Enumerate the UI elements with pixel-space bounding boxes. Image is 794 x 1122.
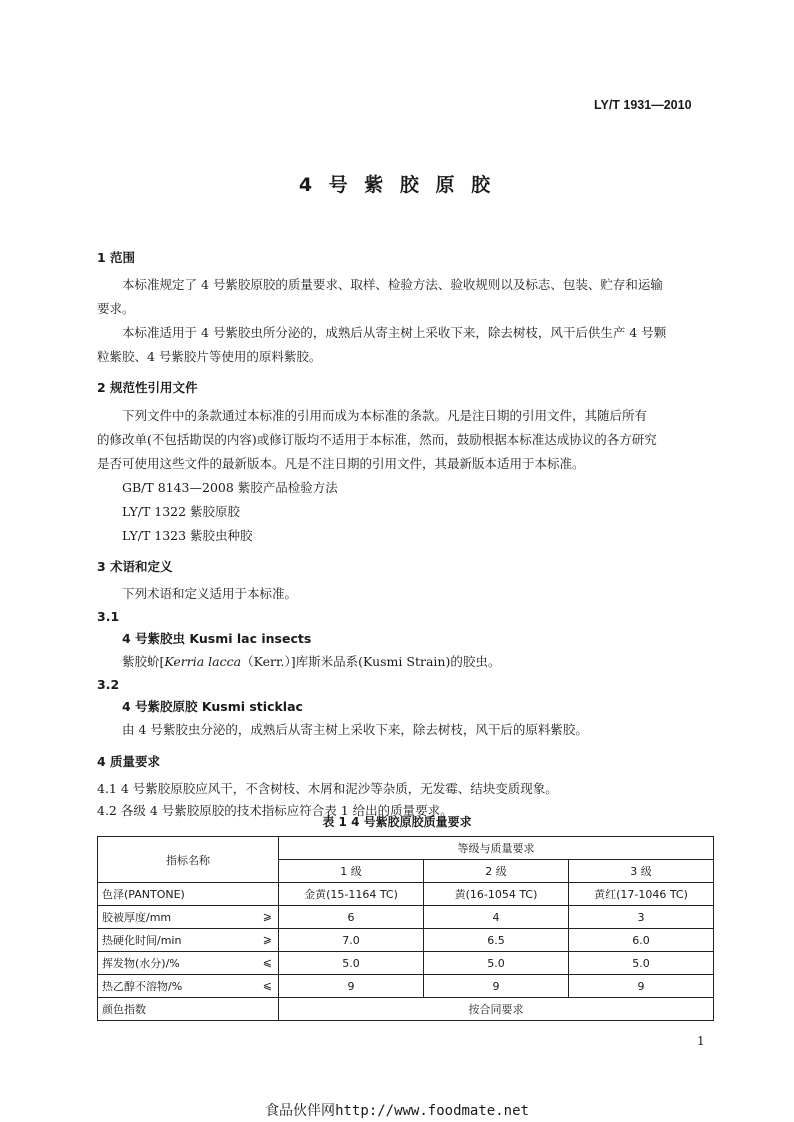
- cell-grade-2: 5.0: [424, 952, 569, 975]
- cell-grade-2: 4: [424, 906, 569, 929]
- section-2-heading: 2 规范性引用文件: [97, 380, 198, 395]
- section-1-paragraph-2-line-2: 粒紫胶、4 号紫胶片等使用的原料紫胶。: [97, 349, 322, 364]
- cell-grade-2: 6.5: [424, 929, 569, 952]
- document-title: 4 号 紫 胶 原 胶: [298, 174, 496, 196]
- quality-requirements-table: [97, 836, 714, 1021]
- cell-grade-1: 6: [279, 906, 424, 929]
- term-2-title: 4 号紫胶原胶 Kusmi sticklac: [122, 699, 303, 714]
- section-3-intro: 下列术语和定义适用于本标准。: [122, 586, 298, 601]
- footer-url[interactable]: http://www.foodmate.net: [335, 1103, 529, 1119]
- section-1-paragraph-1-line-2: 要求。: [97, 301, 135, 316]
- merged-value-cell: 按合同要求: [279, 998, 714, 1021]
- row-name: 热硬化时间/min ⩾: [98, 929, 279, 952]
- cell-grade-3: 9: [569, 975, 714, 998]
- row-name: 色泽(PANTONE): [98, 883, 279, 906]
- cell-grade-3: 3: [569, 906, 714, 929]
- row-name: 热乙醇不溶物/% ⩽: [98, 975, 279, 998]
- section-1-paragraph-1-line-1: 本标准规定了 4 号紫胶原胶的质量要求、取样、检验方法、验收规则以及标志、包装、贮存和运输: [122, 277, 663, 292]
- clause-4-2: 4.2 各级 4 号紫胶原胶的技术指标应符合表 1 给出的质量要求。: [97, 803, 453, 818]
- cell-grade-1: 9: [279, 975, 424, 998]
- row-name: 胶被厚度/mm ⩾: [98, 906, 279, 929]
- cell-grade-2: 黄(16-1054 TC): [424, 883, 569, 906]
- section-1-paragraph-2-line-1: 本标准适用于 4 号紫胶虫所分泌的，成熟后从寄主树上采收下来，除去树枝，风干后供生产 4 号颗: [122, 325, 667, 340]
- section-1-heading: 1 范围: [97, 250, 136, 265]
- table-row: [98, 906, 714, 929]
- clause-4-1: 4.1 4 号紫胶原胶应风干，不含树枝、木屑和泥沙等杂质，无发霉、结块变质现象。: [97, 781, 558, 796]
- species-name: Kerria lacca: [164, 654, 242, 669]
- comparison-symbol: ⩾: [262, 910, 272, 923]
- term-2-number: 3.2: [97, 677, 120, 692]
- comparison-symbol: ⩾: [262, 933, 272, 946]
- reference-item: GB/T 8143—2008 紫胶产品检验方法: [122, 480, 338, 495]
- cell-grade-2: 9: [424, 975, 569, 998]
- page-number: 1: [697, 1034, 705, 1048]
- comparison-symbol: ⩽: [262, 979, 272, 992]
- comparison-symbol: ⩽: [262, 956, 272, 969]
- term-1-definition: 紫胶蚧[Kerria lacca（Kerr.）]库斯米品系(Kusmi Strain)的胶虫。: [122, 654, 501, 669]
- term-1-title: 4 号紫胶虫 Kusmi lac insects: [122, 631, 312, 646]
- table-caption: 表 1 4 号紫胶原胶质量要求: [322, 815, 472, 829]
- table-header-group: 等级与质量要求: [279, 837, 714, 860]
- table-row: [98, 975, 714, 998]
- table-row: [98, 929, 714, 952]
- table-header-grade: 2 级: [424, 860, 569, 883]
- section-4-heading: 4 质量要求: [97, 754, 161, 769]
- reference-item: LY/T 1323 紫胶虫种胶: [122, 528, 253, 543]
- cell-grade-1: 金黄(15-1164 TC): [279, 883, 424, 906]
- footer-watermark: [0, 1100, 794, 1120]
- row-name: 颜色指数: [98, 998, 279, 1021]
- cell-grade-3: 6.0: [569, 929, 714, 952]
- table-header-name: 指标名称: [98, 837, 279, 883]
- term-2-definition: 由 4 号紫胶虫分泌的，成熟后从寄主树上采收下来，除去树枝，风干后的原料紫胶。: [122, 722, 588, 737]
- row-name: 挥发物(水分)/% ⩽: [98, 952, 279, 975]
- table-row: [98, 883, 714, 906]
- section-2-line-3: 是否可使用这些文件的最新版本。凡是不注日期的引用文件，其最新版本适用于本标准。: [97, 456, 585, 471]
- cell-grade-1: 7.0: [279, 929, 424, 952]
- table-row: [98, 952, 714, 975]
- term-1-number: 3.1: [97, 609, 120, 624]
- table-header-grade: 3 级: [569, 860, 714, 883]
- table-header-grade: 1 级: [279, 860, 424, 883]
- reference-item: LY/T 1322 紫胶原胶: [122, 504, 241, 519]
- cell-grade-3: 黄红(17-1046 TC): [569, 883, 714, 906]
- cell-grade-1: 5.0: [279, 952, 424, 975]
- cell-grade-3: 5.0: [569, 952, 714, 975]
- section-2-line-2: 的修改单(不包括勘误的内容)或修订版均不适用于本标准，然而，鼓励根据本标准达成协议的各方研究: [97, 432, 657, 447]
- table-row: [98, 998, 714, 1021]
- footer-site-name: 食品伙伴网: [265, 1103, 336, 1119]
- section-2-line-1: 下列文件中的条款通过本标准的引用而成为本标准的条款。凡是注日期的引用文件，其随后所有: [122, 408, 648, 423]
- standard-code: LY/T 1931—2010: [594, 98, 692, 112]
- section-3-heading: 3 术语和定义: [97, 559, 173, 574]
